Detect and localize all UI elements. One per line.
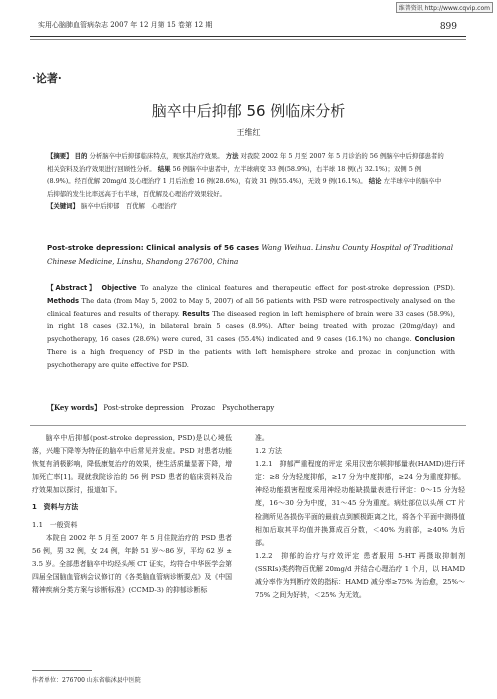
result-text: 56 例脑卒中患者中，左半球病变 33 例(58.9%)，右半球 18 例(占 32.1%)；双侧 5 例(8.9%)。经百优解 20mg/d 及心理治疗 1 月后治愈 16 例(28.6%)，有效 31 例(55.4%)，无效 9 例(16.1%)。 bbox=[47, 164, 422, 185]
en-abstract-label: 【Abstract】 bbox=[47, 284, 98, 292]
assessment-paragraph bbox=[255, 458, 465, 550]
en-keywords-text: Post-stroke depression Prozac Psychotherapy bbox=[103, 404, 275, 412]
body-column-right bbox=[255, 432, 465, 602]
watermark: 维普资讯 http://www.cqvip.com bbox=[396, 2, 493, 13]
heading-severity-assessment: 1.2.1 抑郁严重程度的评定 bbox=[255, 460, 343, 469]
english-title: Post-stroke depression: Clinical analysis of 56 cases bbox=[47, 243, 260, 252]
treatment-paragraph bbox=[255, 550, 465, 602]
abstract-divider bbox=[30, 425, 466, 426]
en-conclusion-text: There is a high frequency of PSD in the patients with left hemisphere stroke and prozac in conjunction with psychotherapy are quite effective for PSD. bbox=[47, 347, 455, 369]
methods-label: Methods bbox=[47, 296, 80, 305]
english-author-affiliation: Wang Weihua. Linshu County Hospital of Traditional Chinese Medicine, Linshu, Shandong 276700, China bbox=[47, 243, 453, 266]
article-title: 脑卒中后抑郁 56 例临床分析 bbox=[151, 102, 346, 120]
heading-treatment: 1.2.2 抑郁的治疗与疗效评定 bbox=[255, 551, 361, 560]
keywords-text: 脑卒中后抑郁 百优解 心理治疗 bbox=[81, 202, 177, 210]
en-conclusion-label: Conclusion bbox=[414, 335, 455, 344]
header-rule-thin bbox=[30, 39, 466, 40]
methods-text: The data (from May 5, 2002 to May 5, 2007) of all 56 patients with PSD were retrospectively analysed on the clinical features and results of therapy. bbox=[47, 296, 455, 318]
method-label: 方法 bbox=[225, 152, 239, 160]
section-label: ·论著· bbox=[32, 72, 62, 85]
abstract-label: 【摘要】 bbox=[47, 152, 73, 160]
intro-paragraph: 脑卒中后抑郁(post-stroke depression, PSD)是以心境低落，兴趣下降等为特征的脑卒中后常见并发症。PSD 对患者功能恢复有消极影响，降低康复治疗的效果，使生活质量显著下降，增加死亡率[1]。现就我院诊治的 56 例 PSD 患者的临床资料及治疗效果加以探讨，报道如下。 bbox=[32, 434, 232, 495]
result-label: 结果 bbox=[157, 164, 171, 173]
severity-assessment-text: 采用汉密尔顿抑郁量表(HAMD)进行评定：≥8 分为轻度抑郁，≥17 分为中度抑郁，≥24 分为重度抑郁。神经功能损害程度采用神经功能缺损量表进行评定：0～15 分为轻度，16～30 分为中度，31～45 分为重度。病灶部位以头颅 CT 片检测所见各损伤平面的最前点到额极距离之比，将各个平面中测得值相加后取其平均值并换算成百分数，＜40% 为前部，≥40% 为后部。 bbox=[255, 460, 465, 547]
heading-materials-methods: 1 资料与方法 bbox=[32, 503, 79, 512]
author: 王维红 bbox=[236, 128, 261, 137]
english-abstract bbox=[47, 282, 455, 372]
english-keywords bbox=[47, 403, 274, 413]
objective-label: Objective bbox=[101, 284, 137, 292]
english-title-block bbox=[47, 241, 457, 269]
footnote-rule bbox=[32, 670, 92, 671]
author-affiliation-footnote: 作者单位：276700 山东省临沭县中医院 bbox=[32, 677, 141, 684]
conclusion-text: 左半球卒中的脑卒中后抑郁的发生比率远高于右半球，百优解及心理治疗效果较好。 bbox=[47, 177, 442, 198]
method-text: 对我院 2002 年 5 月至 2007 年 5 月诊治的 56 例脑卒中后抑郁患者的相关资料及治疗效果进行回顾性分析。 bbox=[47, 152, 444, 173]
page-number: 899 bbox=[439, 22, 457, 32]
treatment-text: 患者服用 5-HT 再摄取抑制剂(SSRIs)类药物百优解 20mg/d 并结合心理治疗 1 个月，以 HAMD 减分率作为判断疗效的指标：HAMD 减分率≥75% 为治愈，25%～75% 之间为好转，＜25% 为无效。 bbox=[255, 551, 465, 600]
heading-methods: 1.2 方法 bbox=[255, 447, 282, 456]
body-column-left bbox=[32, 432, 232, 597]
journal-header: 实用心脑肺血管病杂志 2007 年 12 月第 15 卷第 12 期 bbox=[38, 21, 213, 29]
objective-text: To analyze the clinical features and therapeutic effect for post-stroke depression (PSD). bbox=[140, 284, 455, 292]
conclusion-label: 结论 bbox=[368, 177, 382, 185]
results-label: Results bbox=[182, 309, 210, 318]
purpose-label: 目的 bbox=[74, 152, 88, 160]
purpose-text: 分析脑卒中后抑郁临床特点，观察其治疗效果。 bbox=[89, 152, 224, 160]
en-keywords-label: 【Key words】 bbox=[47, 403, 102, 412]
chinese-abstract bbox=[47, 150, 447, 213]
header-rule bbox=[30, 36, 466, 37]
heading-general-data: 1.1 一般资料 bbox=[32, 520, 78, 529]
keywords-label: 【关键词】 bbox=[47, 202, 79, 210]
general-data-paragraph: 本院自 2002 年 5 月至 2007 年 5 月住院治疗的 PSD 患者 56 例，男 32 例，女 24 例，年龄 51 岁～86 岁，平均 62 岁 ± 3.5 岁。全部患者脑卒中均经头颅 CT 证实，均符合中华医学会第四届全国脑血管病会议修订的《各类脑血管病诊断要点》及《中国精神疾病分类方案与诊断标准》(CCMD-3) 的抑郁诊断标 bbox=[32, 533, 232, 595]
results-text: The diseased region in left hemisphere of brain were 33 cases (58.9%), in right 18 cases (32.1%), in bilateral brain 5 cases (8.9%). After being treated with prozac (20mg/day) and psychotherapy, 16 cases (28.6%) were cured, 31 cases (55.4%) indicated and 9 cases (16.1%) no change. bbox=[47, 309, 455, 344]
continued-text: 准。 bbox=[255, 434, 269, 442]
